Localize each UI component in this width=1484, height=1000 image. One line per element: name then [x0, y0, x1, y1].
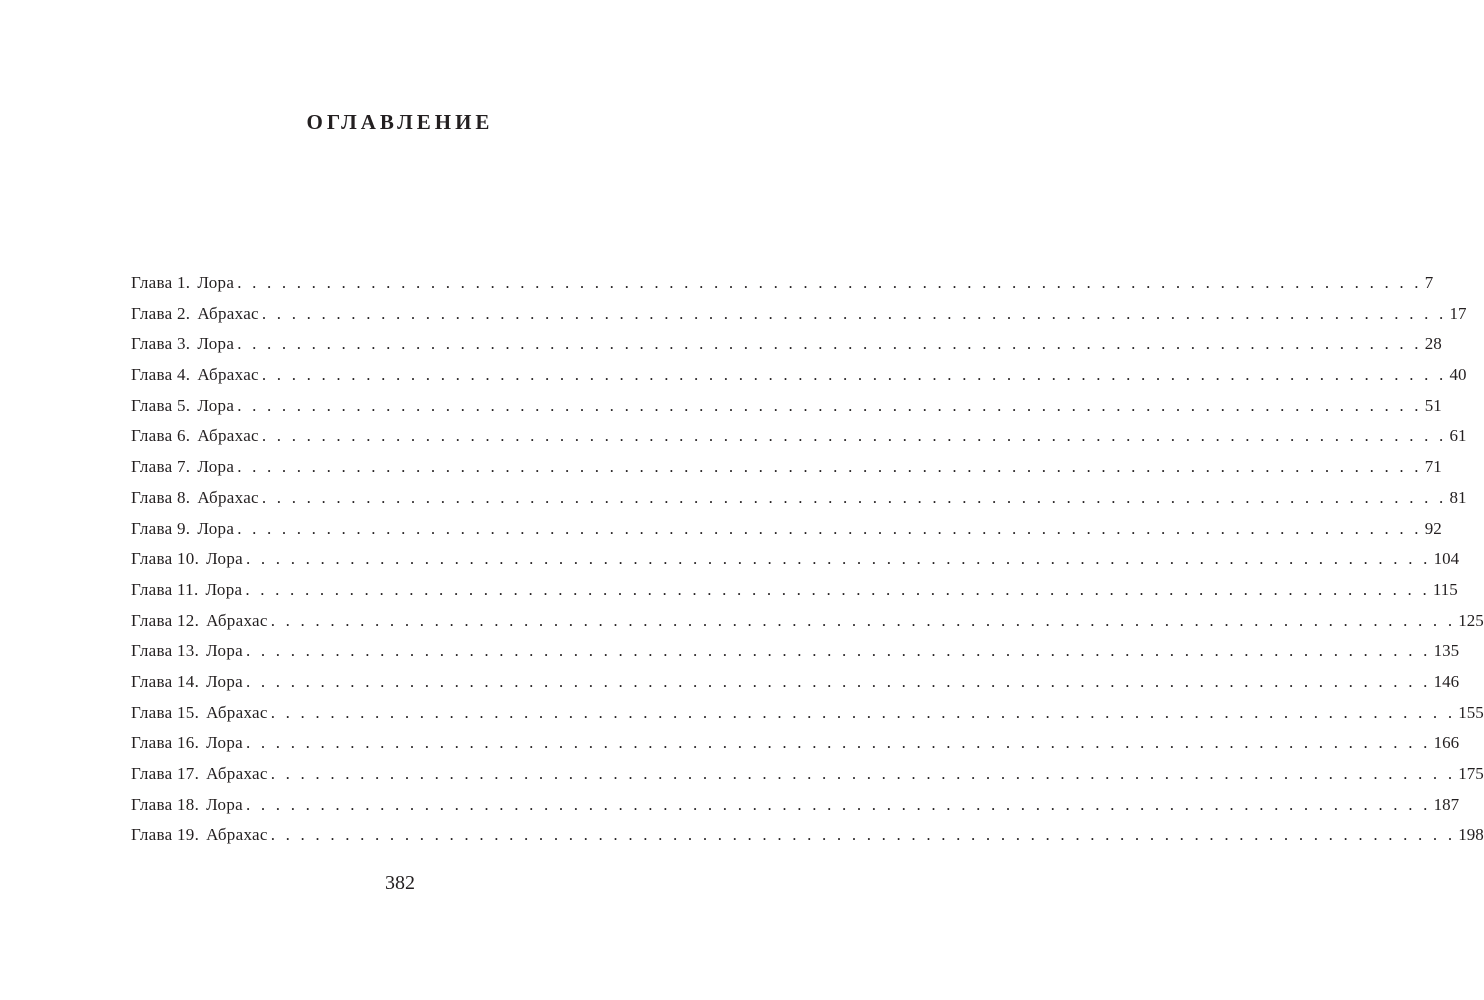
toc-page-number: 166 [1433, 733, 1460, 753]
toc-page-number: 187 [1433, 794, 1460, 814]
toc-chapter-title: Лора [206, 549, 243, 569]
toc-entry[interactable] [131, 455, 1442, 486]
toc-leader-dots: . . . . . . . . . . . . . . . . . . . . . . . . . . . . . . . . . . . . . . . . . . . . . . . . . . . . . . . . . . . . . . . . . . . . . . . . . . . . . . . . [261, 487, 1447, 507]
toc-leader-dots: . . . . . . . . . . . . . . . . . . . . . . . . . . . . . . . . . . . . . . . . . . . . . . . . . . . . . . . . . . . . . . . . . . . . . . . . . . . . . . . . [237, 457, 1422, 477]
toc-entry[interactable] [131, 517, 1442, 548]
page-number: 382 [385, 872, 415, 894]
toc-page-number: 71 [1424, 457, 1442, 477]
toc-chapter-number: Глава 19. [131, 825, 200, 845]
toc-chapter-title: Абрахас [206, 702, 268, 722]
toc-leader-dots: . . . . . . . . . . . . . . . . . . . . . . . . . . . . . . . . . . . . . . . . . . . . . . . . . . . . . . . . . . . . . . . . . . . . . . . . . . . . . . . . [246, 733, 1431, 753]
toc-chapter-title: Лора [197, 518, 235, 538]
toc-leader-dots: . . . . . . . . . . . . . . . . . . . . . . . . . . . . . . . . . . . . . . . . . . . . . . . . . . . . . . . . . . . . . . . . . . . . . . . . . . . . . . . . [270, 825, 1456, 845]
toc-page-number: 17 [1449, 303, 1467, 323]
toc-chapter-number: Глава 13. [131, 641, 200, 661]
toc-chapter-number: Глава 12. [131, 610, 200, 630]
toc-page-number: 125 [1458, 610, 1484, 630]
toc-chapter-number: Глава 5. [131, 395, 191, 415]
toc-entry[interactable] [131, 394, 1442, 425]
toc-entry[interactable] [131, 670, 1460, 701]
toc-chapter-title: Абрахас [206, 825, 268, 845]
toc-entry[interactable] [131, 823, 1484, 854]
toc-entry[interactable] [131, 363, 1467, 394]
toc-chapter-title: Абрахас [197, 303, 259, 323]
toc-chapter-title: Абрахас [206, 610, 268, 630]
toc-leader-dots: . . . . . . . . . . . . . . . . . . . . . . . . . . . . . . . . . . . . . . . . . . . . . . . . . . . . . . . . . . . . . . . . . . . . . . . . . . . . . . . . [246, 641, 1431, 661]
toc-chapter-title: Абрахас [197, 487, 259, 507]
toc-chapter-number: Глава 4. [131, 365, 191, 385]
toc-page-number: 28 [1424, 334, 1442, 354]
toc-chapter-number: Глава 6. [131, 426, 191, 446]
toc-chapter-title: Лора [205, 579, 243, 599]
toc-chapter-title: Лора [206, 671, 243, 691]
toc-chapter-title: Лора [197, 273, 235, 292]
toc-entry[interactable] [131, 271, 1434, 302]
toc-chapter-number: Глава 16. [131, 733, 200, 753]
toc-page-number: 92 [1424, 518, 1442, 538]
toc-chapter-title: Лора [206, 641, 243, 661]
toc-chapter-number: Глава 14. [131, 671, 200, 691]
toc-entry[interactable] [131, 793, 1460, 824]
toc-page-number: 51 [1424, 395, 1442, 415]
toc-chapter-title: Абрахас [197, 426, 259, 446]
toc-page-number: 155 [1458, 702, 1484, 722]
toc-leader-dots: . . . . . . . . . . . . . . . . . . . . . . . . . . . . . . . . . . . . . . . . . . . . . . . . . . . . . . . . . . . . . . . . . . . . . . . . . . . . . . . . [237, 273, 1422, 292]
toc-chapter-number: Глава 7. [131, 457, 191, 477]
toc-entry[interactable] [131, 609, 1484, 640]
toc-leader-dots: . . . . . . . . . . . . . . . . . . . . . . . . . . . . . . . . . . . . . . . . . . . . . . . . . . . . . . . . . . . . . . . . . . . . . . . . . . . . . . . . [270, 702, 1456, 722]
toc-page-number: 7 [1424, 273, 1434, 292]
toc-page-number: 115 [1432, 579, 1458, 599]
toc-leader-dots: . . . . . . . . . . . . . . . . . . . . . . . . . . . . . . . . . . . . . . . . . . . . . . . . . . . . . . . . . . . . . . . . . . . . . . . . . . . . . . . . [270, 610, 1456, 630]
toc-chapter-number: Глава 8. [131, 487, 191, 507]
toc-chapter-title: Лора [197, 395, 235, 415]
toc-chapter-number: Глава 2. [131, 303, 191, 323]
table-of-contents [131, 271, 1484, 854]
toc-leader-dots: . . . . . . . . . . . . . . . . . . . . . . . . . . . . . . . . . . . . . . . . . . . . . . . . . . . . . . . . . . . . . . . . . . . . . . . . . . . . . . . . [246, 549, 1431, 569]
toc-entry[interactable] [131, 639, 1460, 670]
toc-chapter-title: Лора [197, 334, 235, 354]
toc-chapter-number: Глава 15. [131, 702, 200, 722]
toc-leader-dots: . . . . . . . . . . . . . . . . . . . . . . . . . . . . . . . . . . . . . . . . . . . . . . . . . . . . . . . . . . . . . . . . . . . . . . . . . . . . . . . . [261, 426, 1447, 446]
toc-entry[interactable] [131, 578, 1458, 609]
toc-entry[interactable] [131, 701, 1484, 732]
toc-chapter-number: Глава 9. [131, 518, 191, 538]
toc-chapter-title: Абрахас [206, 764, 268, 783]
toc-chapter-number: Глава 17. [131, 764, 200, 783]
toc-leader-dots: . . . . . . . . . . . . . . . . . . . . . . . . . . . . . . . . . . . . . . . . . . . . . . . . . . . . . . . . . . . . . . . . . . . . . . . . . . . . . . . . [246, 794, 1431, 814]
toc-leader-dots: . . . . . . . . . . . . . . . . . . . . . . . . . . . . . . . . . . . . . . . . . . . . . . . . . . . . . . . . . . . . . . . . . . . . . . . . . . . . . . . . [261, 303, 1447, 323]
toc-page-number: 61 [1449, 426, 1467, 446]
toc-entry[interactable] [131, 332, 1442, 363]
toc-page-number: 135 [1433, 641, 1460, 661]
toc-chapter-number: Глава 10. [131, 549, 200, 569]
toc-chapter-number: Глава 18. [131, 794, 200, 814]
toc-chapter-number: Глава 11. [131, 579, 199, 599]
toc-chapter-title: Лора [206, 733, 243, 753]
toc-chapter-title: Абрахас [197, 365, 259, 385]
toc-leader-dots: . . . . . . . . . . . . . . . . . . . . . . . . . . . . . . . . . . . . . . . . . . . . . . . . . . . . . . . . . . . . . . . . . . . . . . . . . . . . . . . . [237, 518, 1422, 538]
toc-page-number: 146 [1433, 671, 1460, 691]
toc-entry[interactable] [131, 486, 1467, 517]
toc-leader-dots: . . . . . . . . . . . . . . . . . . . . . . . . . . . . . . . . . . . . . . . . . . . . . . . . . . . . . . . . . . . . . . . . . . . . . . . . . . . . . . . . [245, 579, 1430, 599]
toc-leader-dots: . . . . . . . . . . . . . . . . . . . . . . . . . . . . . . . . . . . . . . . . . . . . . . . . . . . . . . . . . . . . . . . . . . . . . . . . . . . . . . . . [237, 395, 1422, 415]
toc-leader-dots: . . . . . . . . . . . . . . . . . . . . . . . . . . . . . . . . . . . . . . . . . . . . . . . . . . . . . . . . . . . . . . . . . . . . . . . . . . . . . . . . [270, 764, 1456, 783]
toc-entry[interactable] [131, 547, 1460, 578]
toc-entry[interactable] [131, 424, 1467, 455]
toc-entry[interactable] [131, 302, 1467, 333]
toc-page-number: 40 [1449, 365, 1467, 385]
page-title: ОГЛАВЛЕНИЕ [306, 110, 494, 134]
toc-page-number: 81 [1449, 487, 1467, 507]
toc-chapter-title: Лора [206, 794, 243, 814]
toc-page-number: 104 [1433, 549, 1460, 569]
toc-chapter-number: Глава 3. [131, 334, 191, 354]
toc-page-number: 175 [1458, 764, 1484, 783]
toc-leader-dots: . . . . . . . . . . . . . . . . . . . . . . . . . . . . . . . . . . . . . . . . . . . . . . . . . . . . . . . . . . . . . . . . . . . . . . . . . . . . . . . . [261, 365, 1447, 385]
toc-chapter-number: Глава 1. [131, 273, 191, 292]
toc-leader-dots: . . . . . . . . . . . . . . . . . . . . . . . . . . . . . . . . . . . . . . . . . . . . . . . . . . . . . . . . . . . . . . . . . . . . . . . . . . . . . . . . [246, 671, 1431, 691]
toc-page-number: 198 [1458, 825, 1484, 845]
toc-entry[interactable] [131, 731, 1460, 762]
toc-leader-dots: . . . . . . . . . . . . . . . . . . . . . . . . . . . . . . . . . . . . . . . . . . . . . . . . . . . . . . . . . . . . . . . . . . . . . . . . . . . . . . . . [237, 334, 1422, 354]
toc-chapter-title: Лора [197, 457, 235, 477]
toc-entry[interactable] [131, 762, 1484, 793]
